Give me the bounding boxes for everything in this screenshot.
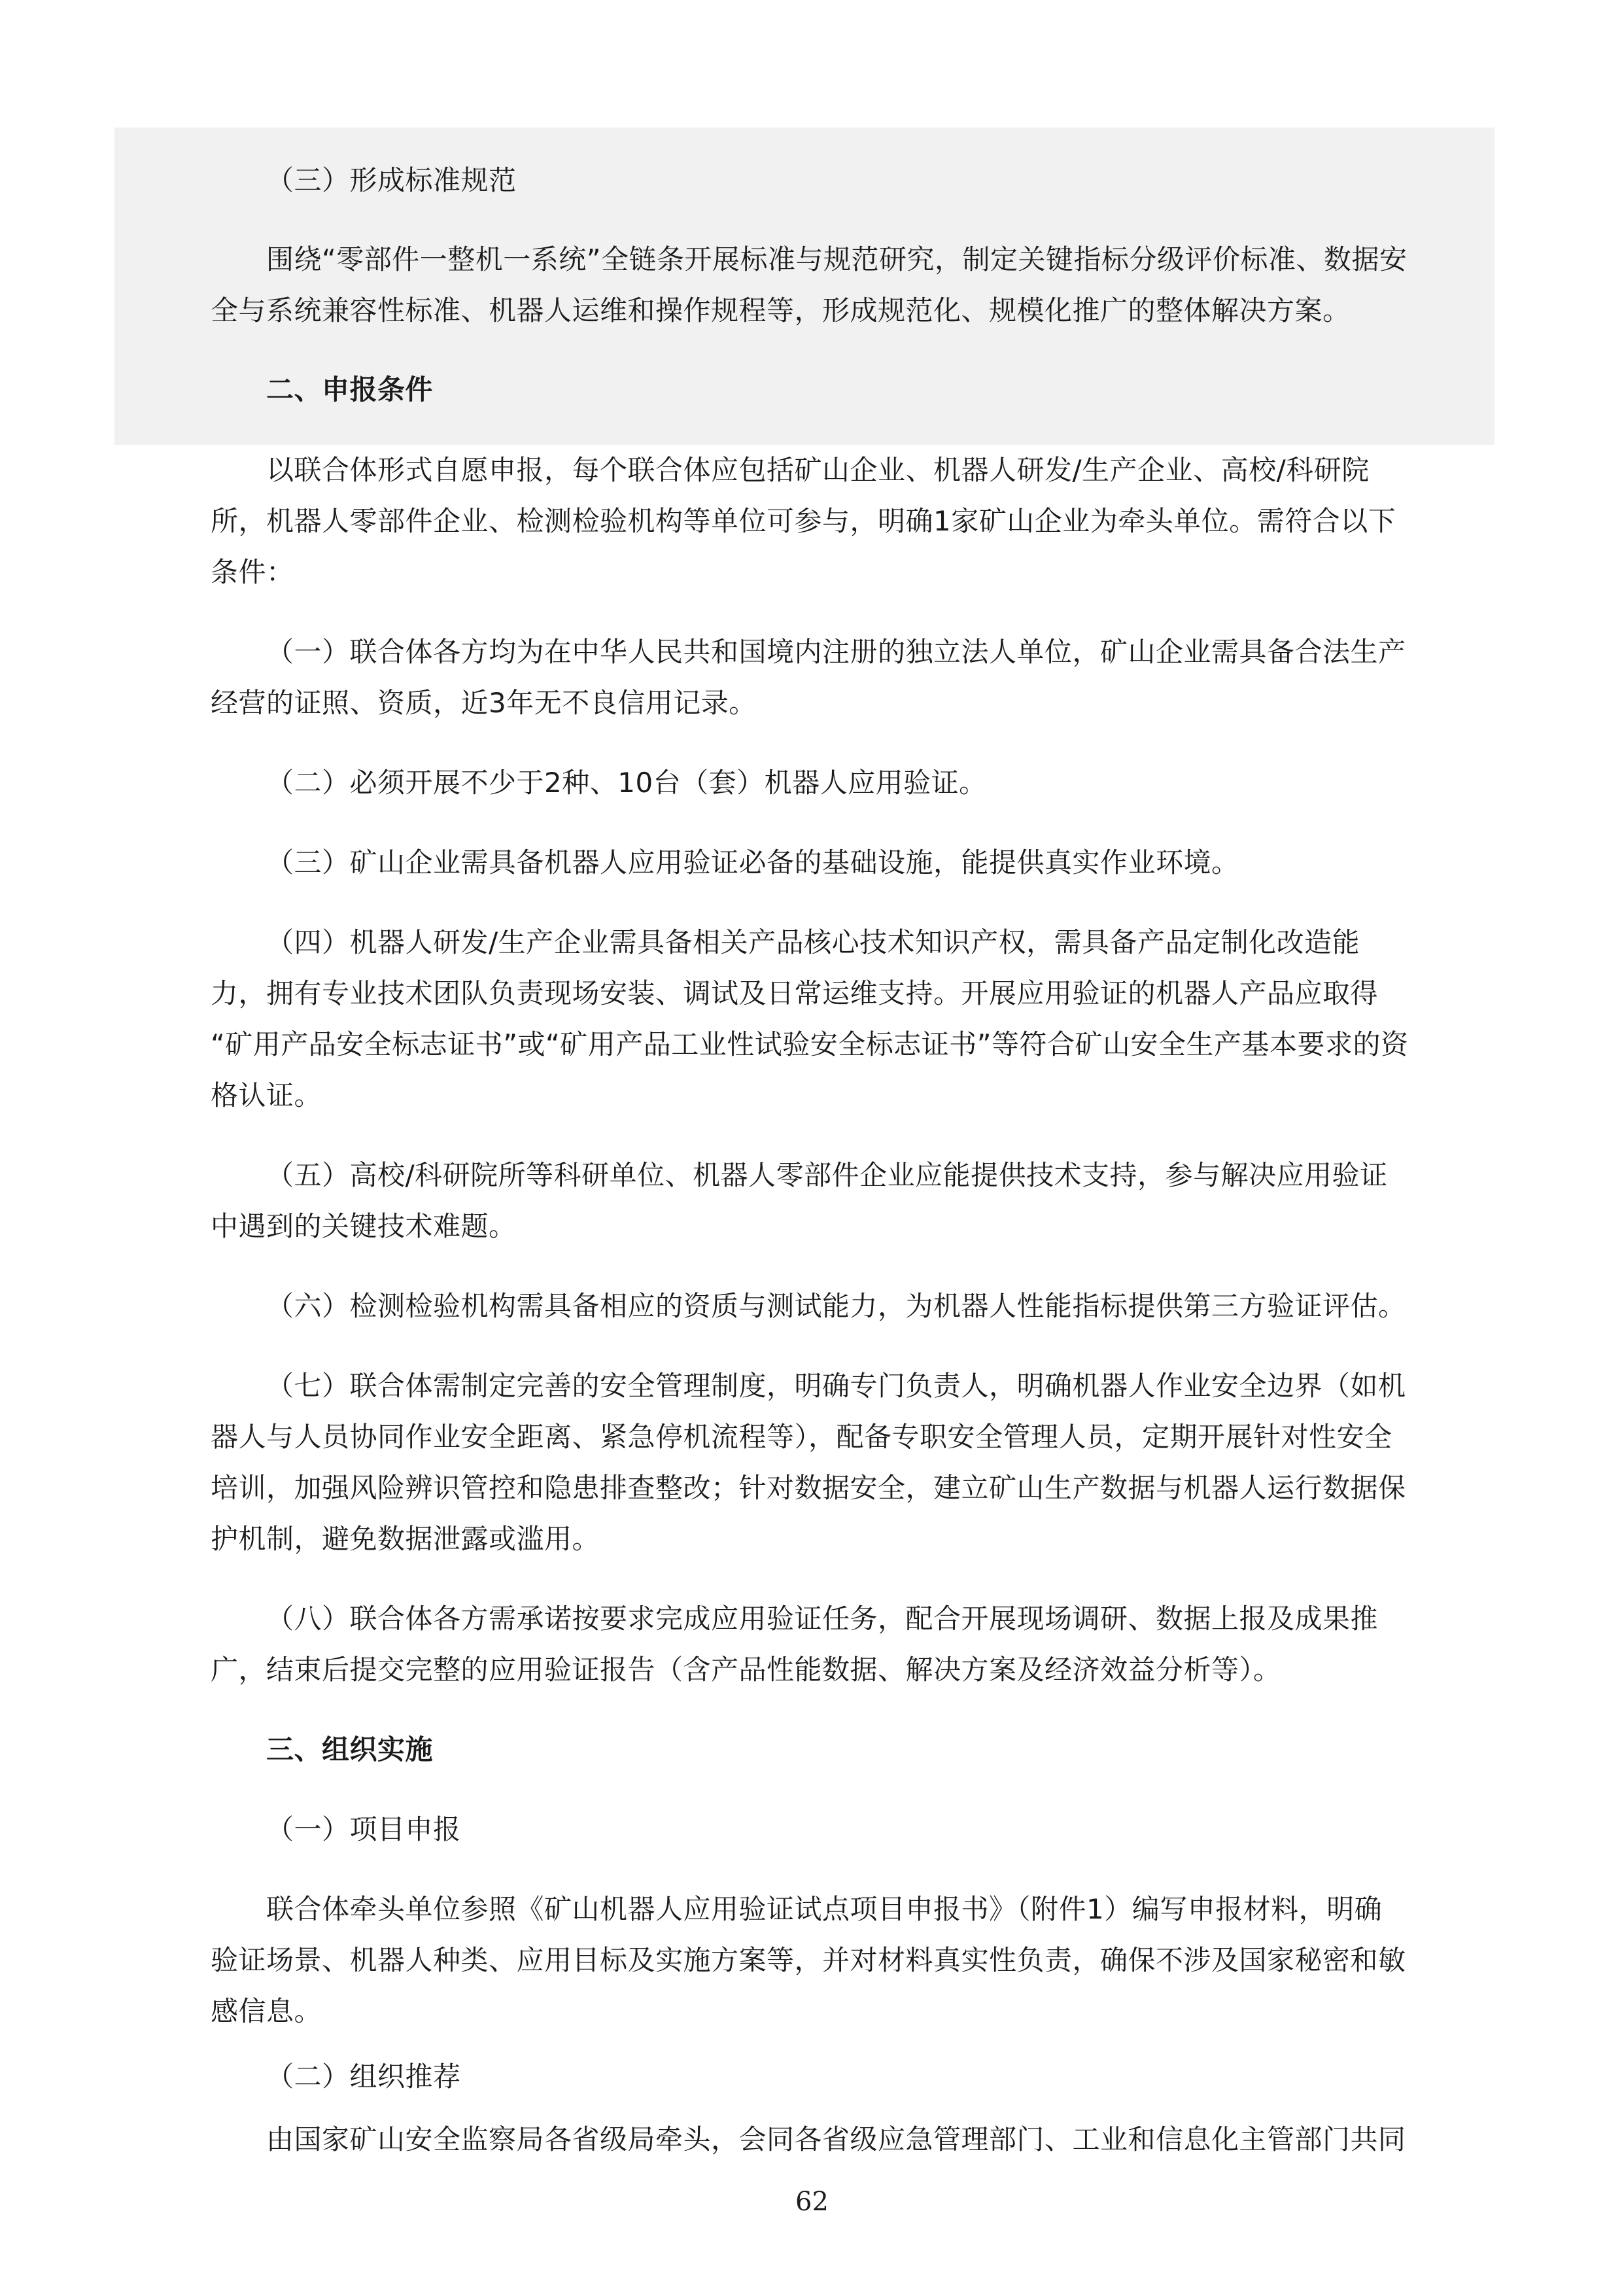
paragraph-line: 联合体牵头单位参照《矿山机器人应用验证试点项目申报书》（附件1）编写申报材料，明确 (266, 1893, 1383, 1925)
paragraph-line: （八）联合体各方需承诺按要求完成应用验证任务，配合开展现场调研、数据上报及成果推 (266, 1603, 1379, 1635)
paragraph-line: 培训，加强风险辨识管控和隐患排查整改；针对数据安全，建立矿山生产数据与机器人运行数据保 (211, 1472, 1406, 1504)
paragraph-line: （一）联合体各方均为在中华人民共和国境内注册的独立法人单位，矿山企业需具备合法生产 (266, 636, 1406, 668)
paragraph-line: 广，结束后提交完整的应用验证报告（含产品性能数据、解决方案及经济效益分析等）。 (211, 1654, 1281, 1686)
paragraph-line: 全与系统兼容性标准、机器人运维和操作规程等，形成规范化、规模化推广的整体解决方案。 (211, 294, 1351, 326)
paragraph-line: 中遇到的关键技术难题。 (211, 1210, 517, 1242)
paragraph-line: 条件： (211, 556, 294, 588)
paragraph-line: 经营的证照、资质，近3年无不良信用记录。 (211, 687, 757, 719)
paragraph-line: 力，拥有专业技术团队负责现场安装、调试及日常运维支持。开展应用验证的机器人产品应取得 (211, 977, 1379, 1009)
paragraph-line: （五）高校/科研院所等科研单位、机器人零部件企业应能提供技术支持，参与解决应用验证 (266, 1159, 1388, 1191)
paragraph-line: 护机制，避免数据泄露或滥用。 (211, 1523, 600, 1555)
paragraph-line: 器人与人员协同作业安全距离、紧急停机流程等），配备专职安全管理人员，定期开展针对性安全 (211, 1421, 1392, 1453)
paragraph-line: 所，机器人零部件企业、检测检验机构等单位可参与，明确1家矿山企业为牵头单位。需符合以下 (211, 505, 1396, 537)
paragraph-line: （二）必须开展不少于2种、10台（套）机器人应用验证。 (266, 767, 987, 799)
paragraph-line: 围绕“零部件一整机一系统”全链条开展标准与规范研究，制定关键指标分级评价标准、数据安 (266, 243, 1408, 275)
subheading-recommendation: （二）组织推荐 (266, 2061, 461, 2093)
paragraph-line: 由国家矿山安全监察局各省级局牵头，会同各省级应急管理部门、工业和信息化主管部门共同 (266, 2123, 1406, 2155)
subheading-application: （一）项目申报 (266, 1813, 461, 1845)
paragraph-line: “矿用产品安全标志证书”或“矿用产品工业性试验安全标志证书”等符合矿山安全生产基本要求的资 (211, 1028, 1409, 1060)
subheading-standards: （三）形成标准规范 (266, 164, 517, 196)
paragraph-line: 以联合体形式自愿申报，每个联合体应包括矿山企业、机器人研发/生产企业、高校/科研院 (266, 454, 1370, 486)
section-heading-implementation: 三、组织实施 (266, 1733, 434, 1765)
section-heading-conditions: 二、申报条件 (266, 374, 434, 406)
paragraph-line: 格认证。 (211, 1079, 322, 1111)
paragraph-line: （七）联合体需制定完善的安全管理制度，明确专门负责人，明确机器人作业安全边界（如机 (266, 1370, 1406, 1402)
paragraph-line: 验证场景、机器人种类、应用目标及实施方案等，并对材料真实性负责，确保不涉及国家秘密和敏 (211, 1944, 1406, 1976)
paragraph-line: 感信息。 (211, 1995, 322, 2027)
paragraph-line: （四）机器人研发/生产企业需具备相关产品核心技术知识产权，需具备产品定制化改造能 (266, 926, 1360, 958)
page-number: 62 (795, 2187, 829, 2217)
paragraph-line: （六）检测检验机构需具备相应的资质与测试能力，为机器人性能指标提供第三方验证评估。 (266, 1290, 1406, 1322)
paragraph-line: （三）矿山企业需具备机器人应用验证必备的基础设施，能提供真实作业环境。 (266, 846, 1239, 878)
